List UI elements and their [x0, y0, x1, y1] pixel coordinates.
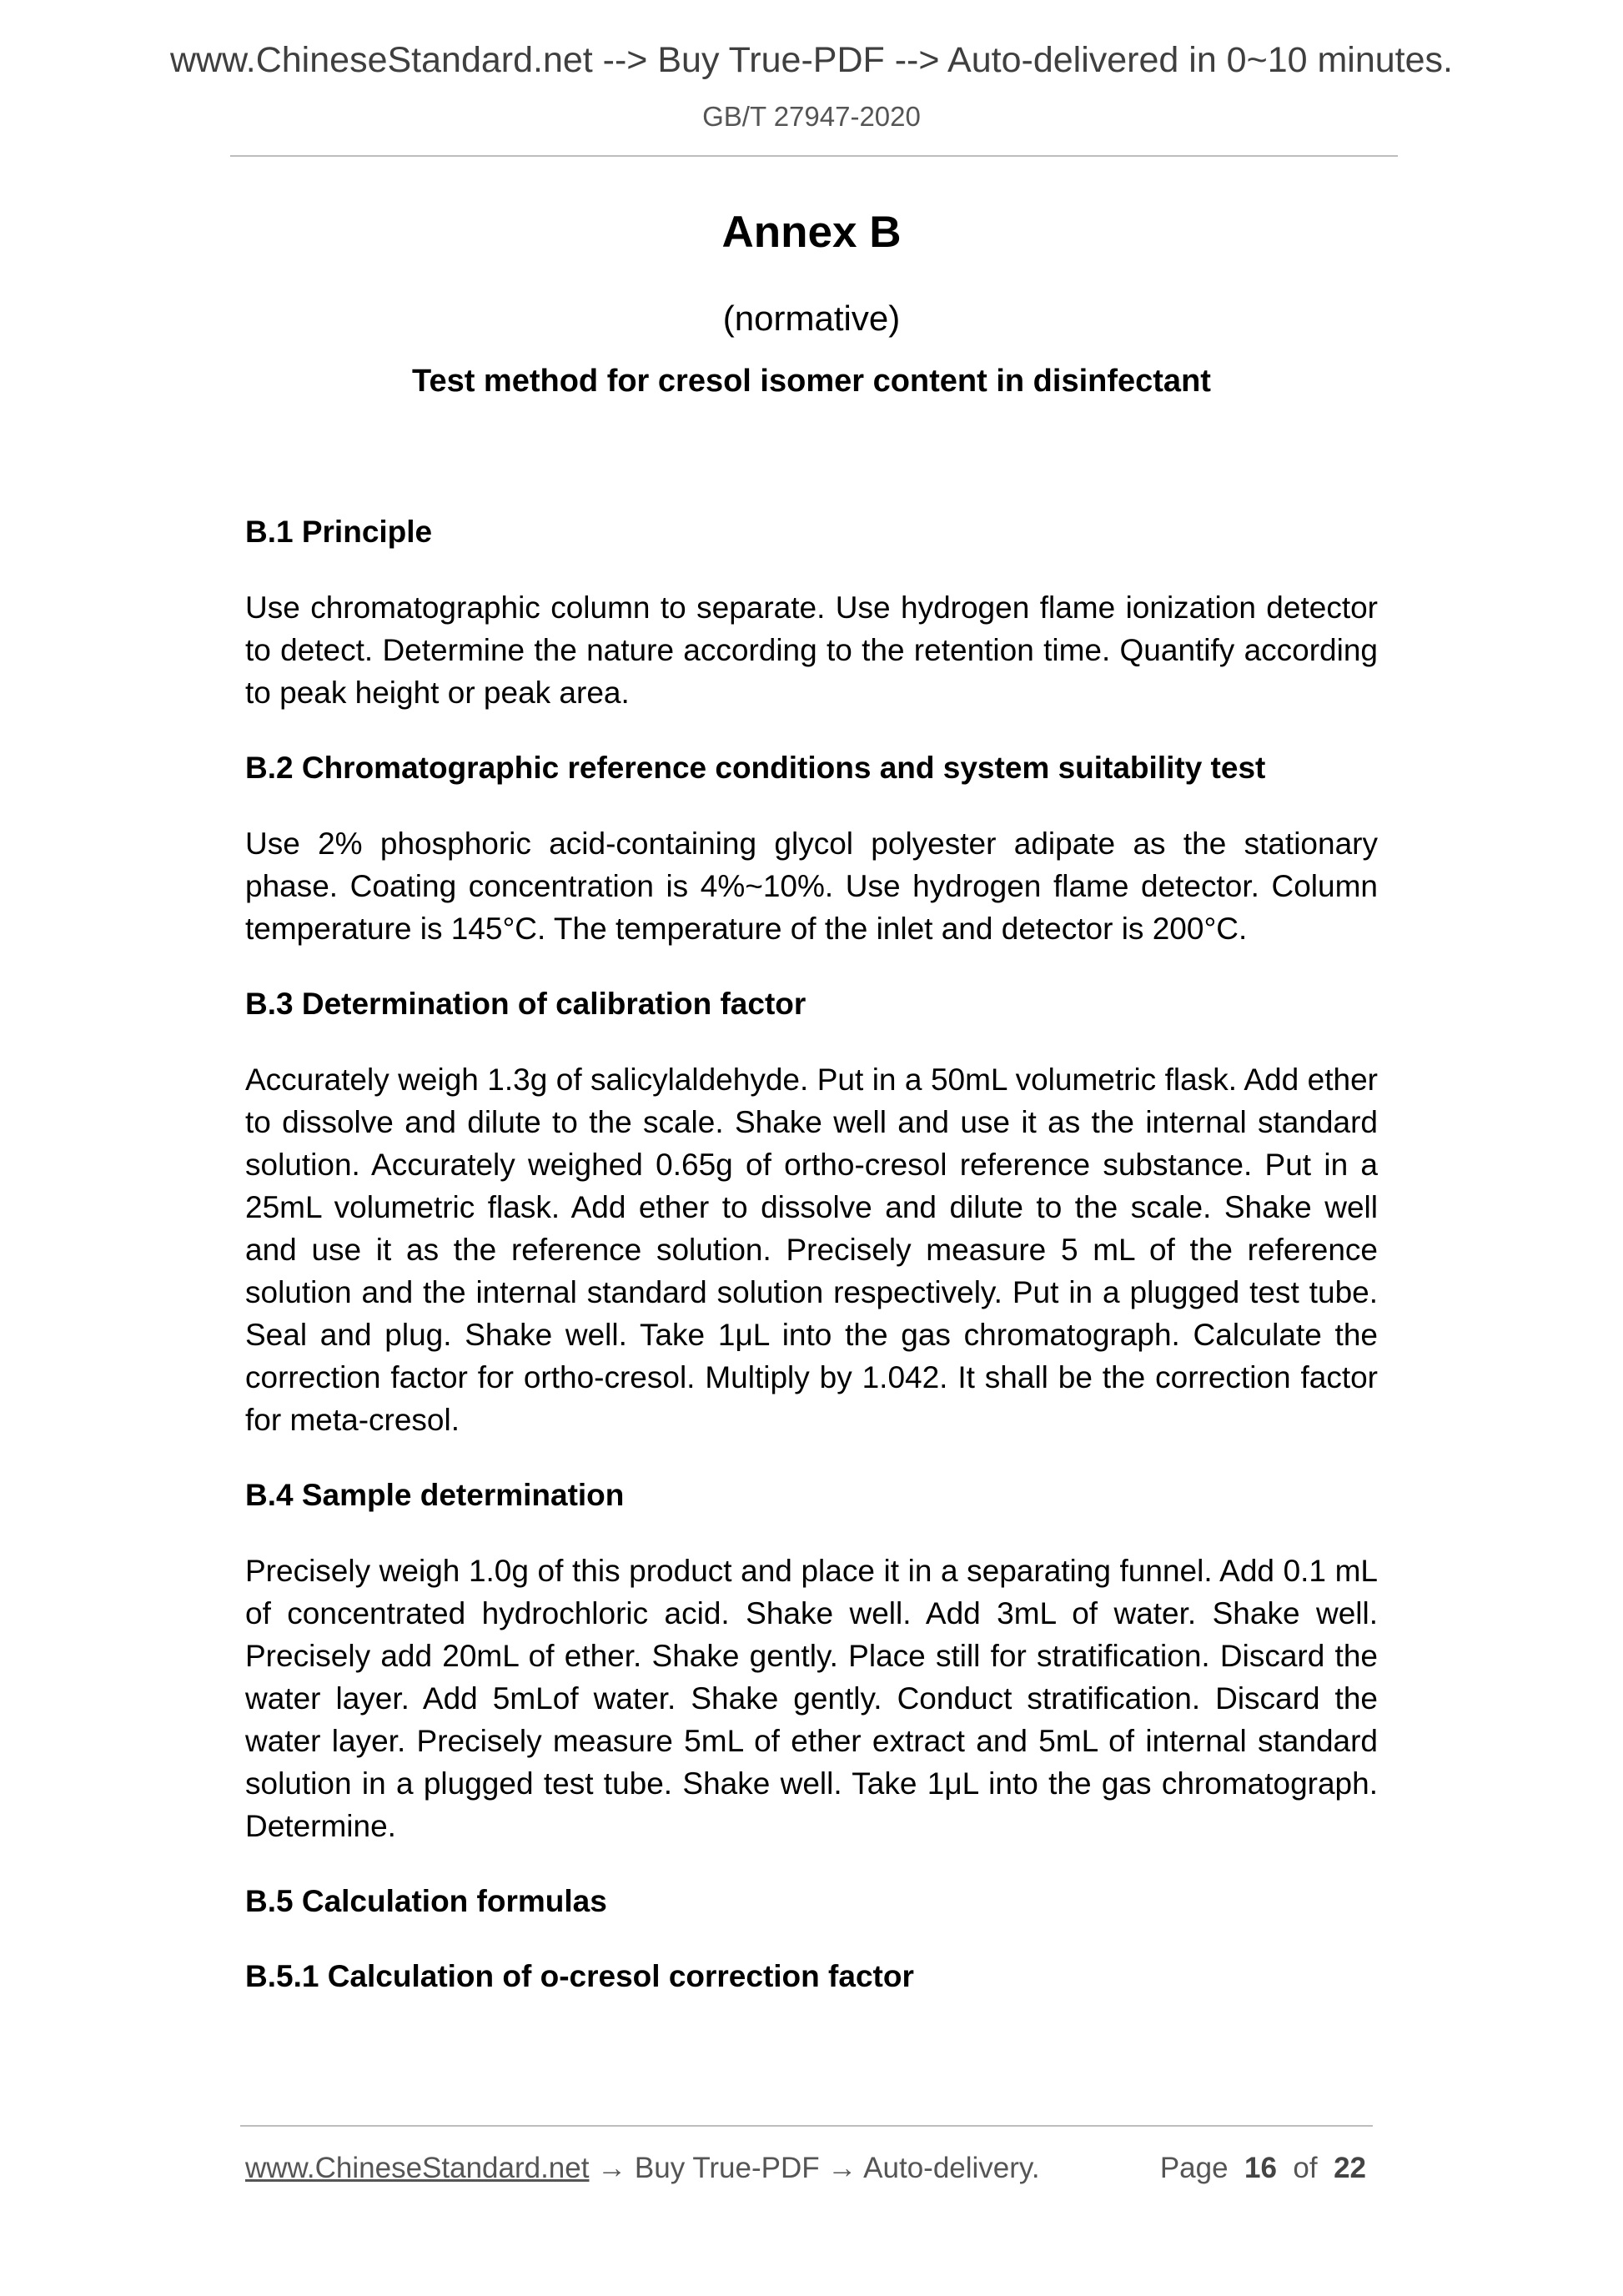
section-body-b1: Use chromatographic column to separate. Use hydrogen flame ionization detector to detect. Determine the nature according to the retention time. Quantify according to peak height or peak area. [245, 590, 1378, 710]
section-heading-b2: B.2 Chromatographic reference conditions and system suitability test [245, 751, 1266, 785]
page-of: of [1293, 2152, 1318, 2184]
header-divider [230, 155, 1398, 157]
section-heading-b4: B.4 Sample determination [245, 1478, 625, 1512]
section-body-b4: Precisely weigh 1.0g of this product and place it in a separating funnel. Add 0.1 mL of concentrated hydrochloric acid. Shake well. Add 3mL of water. Shake well. Precisely add 20mL of ether. Shake gently. Place still for stratification. Discard the water layer. Add 5mLof water. Shake gently. Conduct stratification. Discard the water layer. Precisely measure 5mL of ether extract and 5mL of internal standard solution in a plugged test tube. Shake well. Take 1μL into the gas chromatograph. Determine. [245, 1554, 1378, 1843]
page-indicator [1160, 2148, 1366, 2188]
section-heading-b1: B.1 Principle [245, 515, 433, 549]
page-footer [245, 2148, 1373, 2188]
section-heading-b3: B.3 Determination of calibration factor [245, 987, 806, 1021]
annex-title: Annex B [721, 208, 902, 257]
section-heading-b5-1: B.5.1 Calculation of o-cresol correction factor [245, 1959, 914, 1993]
page-current: 16 [1244, 2152, 1277, 2184]
document-body [245, 511, 1378, 2031]
footer-divider [240, 2125, 1373, 2127]
footer-site-link[interactable]: www.ChineseStandard.net [245, 2152, 590, 2184]
section-body-b3: Accurately weigh 1.3g of salicylaldehyde. Put in a 50mL volumetric flask. Add ether to dissolve and dilute to the scale. Shake well and use it as the internal standard solution. Accurately weighed 0.65g of ortho-cresol reference substance. Put in a 25mL volumetric flask. Add ether to dissolve and dilute to the scale. Shake well and use it as the reference solution. Precisely measure 5 mL of the reference solution and the internal standard solution respectively. Put in a plugged test tube. Seal and plug. Shake well. Take 1μL into the gas chromatograph. Calculate the correction factor for ortho-cresol. Multiply by 1.042. It shall be the correction factor for meta-cresol. [245, 1063, 1378, 1437]
section-heading-b5: B.5 Calculation formulas [245, 1884, 607, 1918]
annex-subtitle: Test method for cresol isomer content in disinfectant [412, 364, 1211, 399]
page-total: 22 [1334, 2152, 1366, 2184]
annex-kind: (normative) [722, 299, 901, 338]
standard-number: GB/T 27947-2020 [702, 101, 921, 132]
page-label: Page [1159, 2152, 1229, 2184]
footer-tagline: → Buy True-PDF → Auto-delivery. [589, 2152, 1040, 2184]
site-banner: www.ChineseStandard.net --> Buy True-PDF --> Auto-delivered in 0~10 minutes. [169, 40, 1453, 80]
section-body-b2: Use 2% phosphoric acid-containing glycol polyester adipate as the stationary phase. Coating concentration is 4%~10%. Use hydrogen flame detector. Column temperature is 145°C. The temperature of the inlet and detector is 200°C. [245, 826, 1378, 946]
